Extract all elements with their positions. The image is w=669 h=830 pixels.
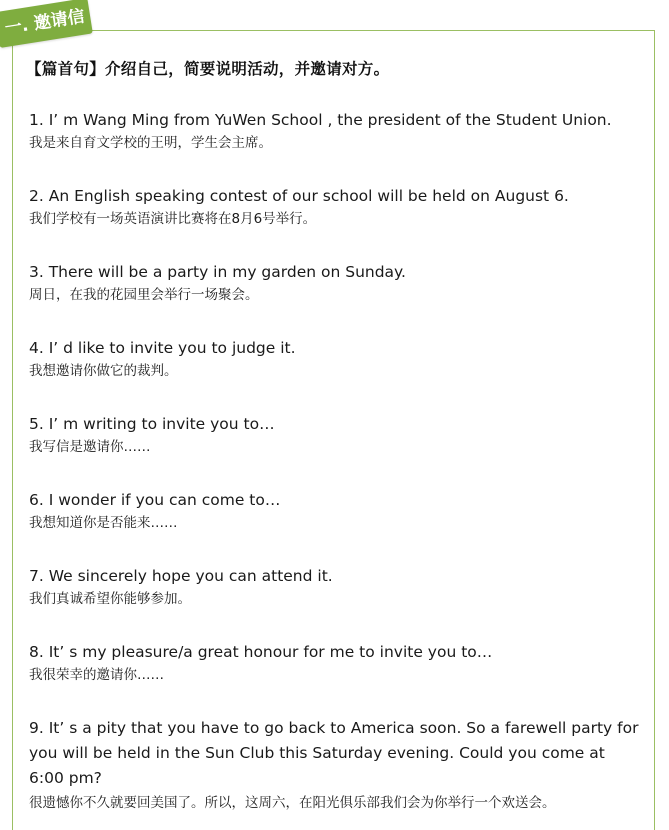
chinese-translation: 我想邀请你做它的裁判。 (29, 363, 178, 379)
chinese-translation: 周日，在我的花园里会举行一场聚会。 (29, 287, 259, 303)
list-item (29, 260, 649, 336)
section-heading: 【篇首句】介绍自己，简要说明活动，并邀请对方。 (26, 60, 390, 78)
chinese-translation: 我们真诚希望你能够参加。 (29, 591, 191, 607)
list-item (29, 184, 649, 260)
list-item (29, 716, 649, 811)
chinese-translation: 很遗憾你不久就要回美国了。所以，这周六，在阳光俱乐部我们会为你举行一个欢送会。 (29, 795, 556, 811)
list-item (29, 336, 649, 412)
english-sentence: 7. We sincerely hope you can attend it. (29, 567, 333, 585)
list-item (29, 564, 649, 640)
section-tab-label: 一. 邀请信 (3, 6, 87, 39)
english-sentence: 3. There will be a party in my garden on Sunday. (29, 263, 406, 281)
chinese-translation: 我们学校有一场英语演讲比赛将在8月6号举行。 (29, 211, 317, 227)
english-sentence: 4. I’ d like to invite you to judge it. (29, 339, 296, 357)
english-sentence: 8. It’ s my pleasure/a great honour for me to invite you to… (29, 643, 493, 661)
chinese-translation: 我写信是邀请你…… (29, 439, 151, 455)
english-sentence: 6. I wonder if you can come to… (29, 491, 281, 509)
list-item (29, 488, 649, 564)
english-sentence: 2. An English speaking contest of our school will be held on August 6. (29, 187, 569, 205)
chinese-translation: 我很荣幸的邀请你…… (29, 667, 164, 683)
english-sentence: 9. It’ s a pity that you have to go back to America soon. So a farewell party for you will be held in the Sun Club this Saturday evening. Could you come at 6:00 pm? (29, 719, 639, 787)
list-item (29, 108, 649, 184)
english-sentence: 1. I’ m Wang Ming from YuWen School , the president of the Student Union. (29, 111, 612, 129)
english-sentence: 5. I’ m writing to invite you to… (29, 415, 275, 433)
list-item (29, 412, 649, 488)
sentence-list (29, 108, 649, 811)
chinese-translation: 我是来自育文学校的王明，学生会主席。 (29, 135, 272, 151)
chinese-translation: 我想知道你是否能来…… (29, 515, 178, 531)
list-item (29, 640, 649, 716)
